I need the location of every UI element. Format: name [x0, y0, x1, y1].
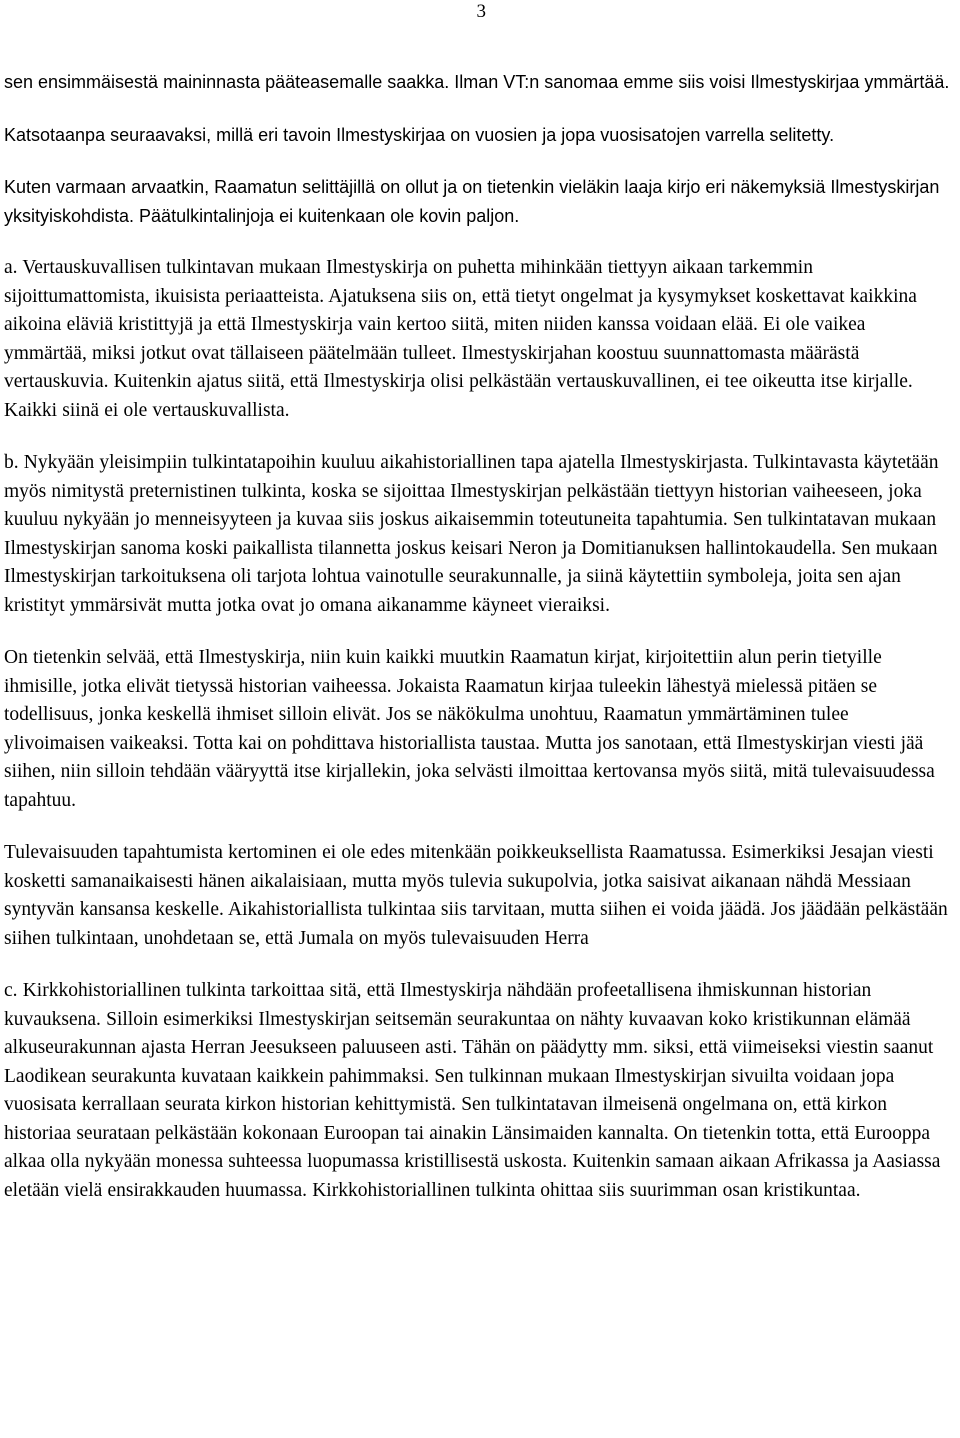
document-body: [4, 68, 952, 1229]
paragraph-overview: Katsotaanpa seuraavaksi, millä eri tavoin Ilmestyskirjaa on vuosien ja jopa vuosisatojen varrella selitetty.: [4, 124, 835, 145]
paragraph-church-historical-interpretation: c. Kirkkohistoriallinen tulkinta tarkoittaa sitä, että Ilmestyskirja nähdään profeetallisena ihmiskunnan historian kuvauksena. Silloin esimerkiksi Ilmestyskirjan seitsemän seurakuntaa on nähty kuvaavan koko kristikunnan elämää alkuseurakunnan ajasta Herran Jeesukseen paluuseen asti. Tähän on päädytty mm. siksi, että viimeiseksi viestin saanut Laodikean seurakunta kuvataan kaikkein pahimmaksi. Sen tulkinnan mukaan Ilmestyskirjan sivuilta voidaan jopa vuosisata kerrallaan seurata kirkon historian kehittymistä. Sen tulkintatavan ilmeisenä ongelmana on, että kirkon historiaa seurataan pelkästään kokonaan Euroopan tai ainakin Länsimaiden kannalta. On tietenkin totta, että Eurooppa alkaa olla nykyään monessa suhteessa luopumassa kristillisestä uskosta. Kuitenkin samaan aikaan Afrikassa ja Aasiassa eletään vielä ensirakkauden huumassa. Kirkkohistoriallinen tulkinta ohittaa siis suurimman osan kristikuntaa.: [4, 980, 941, 1201]
paragraph-future-events: Tulevaisuuden tapahtumista kertominen ei ole edes mitenkään poikkeuksellista Raamatussa. Esimerkiksi Jesajan viesti kosketti samanaikaisesti hänen aikalaisiaan, mutta myös tulevia sukupolvia, jotka saisivat aikanaan nähdä Messiaan syntyvän kansansa keskelle. Aikahistoriallista tulkintaa siis tarvitaan, mutta siihen ei voida jäädä. Jos jäädään pelkästään siihen tulkintaan, unohdetaan se, että Jumala on myös tulevaisuuden Herra: [4, 842, 948, 949]
paragraph-allegorical-interpretation: a. Vertauskuvallisen tulkintavan mukaan Ilmestyskirja on puhetta mihinkään tiettyyn aikaan tarkemmin sijoittumattomista, ikuisista periaatteista. Ajatuksena siis on, että tietyt ongelmat ja kysymykset koskettavat kaikkina aikoina eläviä kristittyjä ja että Ilmestyskirja vain kertoo siitä, miten niiden kanssa voidaan elää. Ei ole vaikea ymmärtää, miksi jotkut ovat tällaiseen päätelmään tulleet. Ilmestyskirjahan koostuu suunnattomasta määrästä vertauskuvia. Kuitenkin ajatus siitä, että Ilmestyskirja olisi pelkästään vertauskuvallinen, ei tee oikeutta itse kirjalle. Kaikki siinä ei ole vertauskuvallista.: [4, 257, 917, 421]
paragraph-intro-continuation: sen ensimmäisestä maininnasta pääteasemalle saakka. Ilman VT:n sanomaa emme siis voisi Ilmestyskirjaa ymmärtää.: [4, 72, 950, 92]
paragraph-historical-context: On tietenkin selvää, että Ilmestyskirja, niin kuin kaikki muutkin Raamatun kirjat, kirjoitettiin alun perin tietyille ihmisille, jotka elivät tietyssä historian vaiheessa. Jokaista Raamatun kirjaa tuleekin lähestyä mielessä pitäen se todellisuus, jonka keskellä ihmiset silloin elivät. Jos se näkökulma unohtuu, Raamatun ymmärtäminen tulee ylivoimaisen vaikeaksi. Totta kai on pohdittava historiallista taustaa. Mutta jos sanotaan, että Ilmestyskirjan viesti jää siihen, niin silloin tehdään vääryyttä itse kirjallekin, joka selvästi ilmoittaa kertovansa myös siitä, mitä tulevaisuudessa tapahtuu.: [4, 647, 935, 811]
paragraph-preterist-interpretation: b. Nykyään yleisimpiin tulkintatapoihin kuuluu aikahistoriallinen tapa ajatella Ilmestyskirjasta. Tulkintavasta käytetään myös nimitystä preternistinen tulkinta, koska se sijoittaa Ilmestyskirjan pelkästään tiettyyn historian vaiheeseen, joka kuuluu nykyään jo menneisyyteen ja kuvaa siis joskus aikaisemmin toteutuneita tapahtumia. Sen tulkintatavan mukaan Ilmestyskirjan sanoma koski paikallista tilannetta joskus keisari Neron ja Domitianuksen hallintokaudella. Sen mukaan Ilmestyskirjan tarkoituksena oli tarjota lohtua vainotulle seurakunnalle, ja siinä käytettiin symboleja, joita sen ajan kristityt ymmärsivät mutta jotka ovat jo omana aikanamme käyneet vieraiksi.: [4, 452, 939, 616]
page-number: 3: [476, 1, 486, 22]
paragraph-interpretations-intro: Kuten varmaan arvaatkin, Raamatun selittäjillä on ollut ja on tietenkin vieläkin laaja kirjo eri näkemyksiä Ilmestyskirjan yksityiskohdista. Päätulkintalinjoja ei kuitenkaan ole kovin paljon.: [4, 177, 940, 226]
